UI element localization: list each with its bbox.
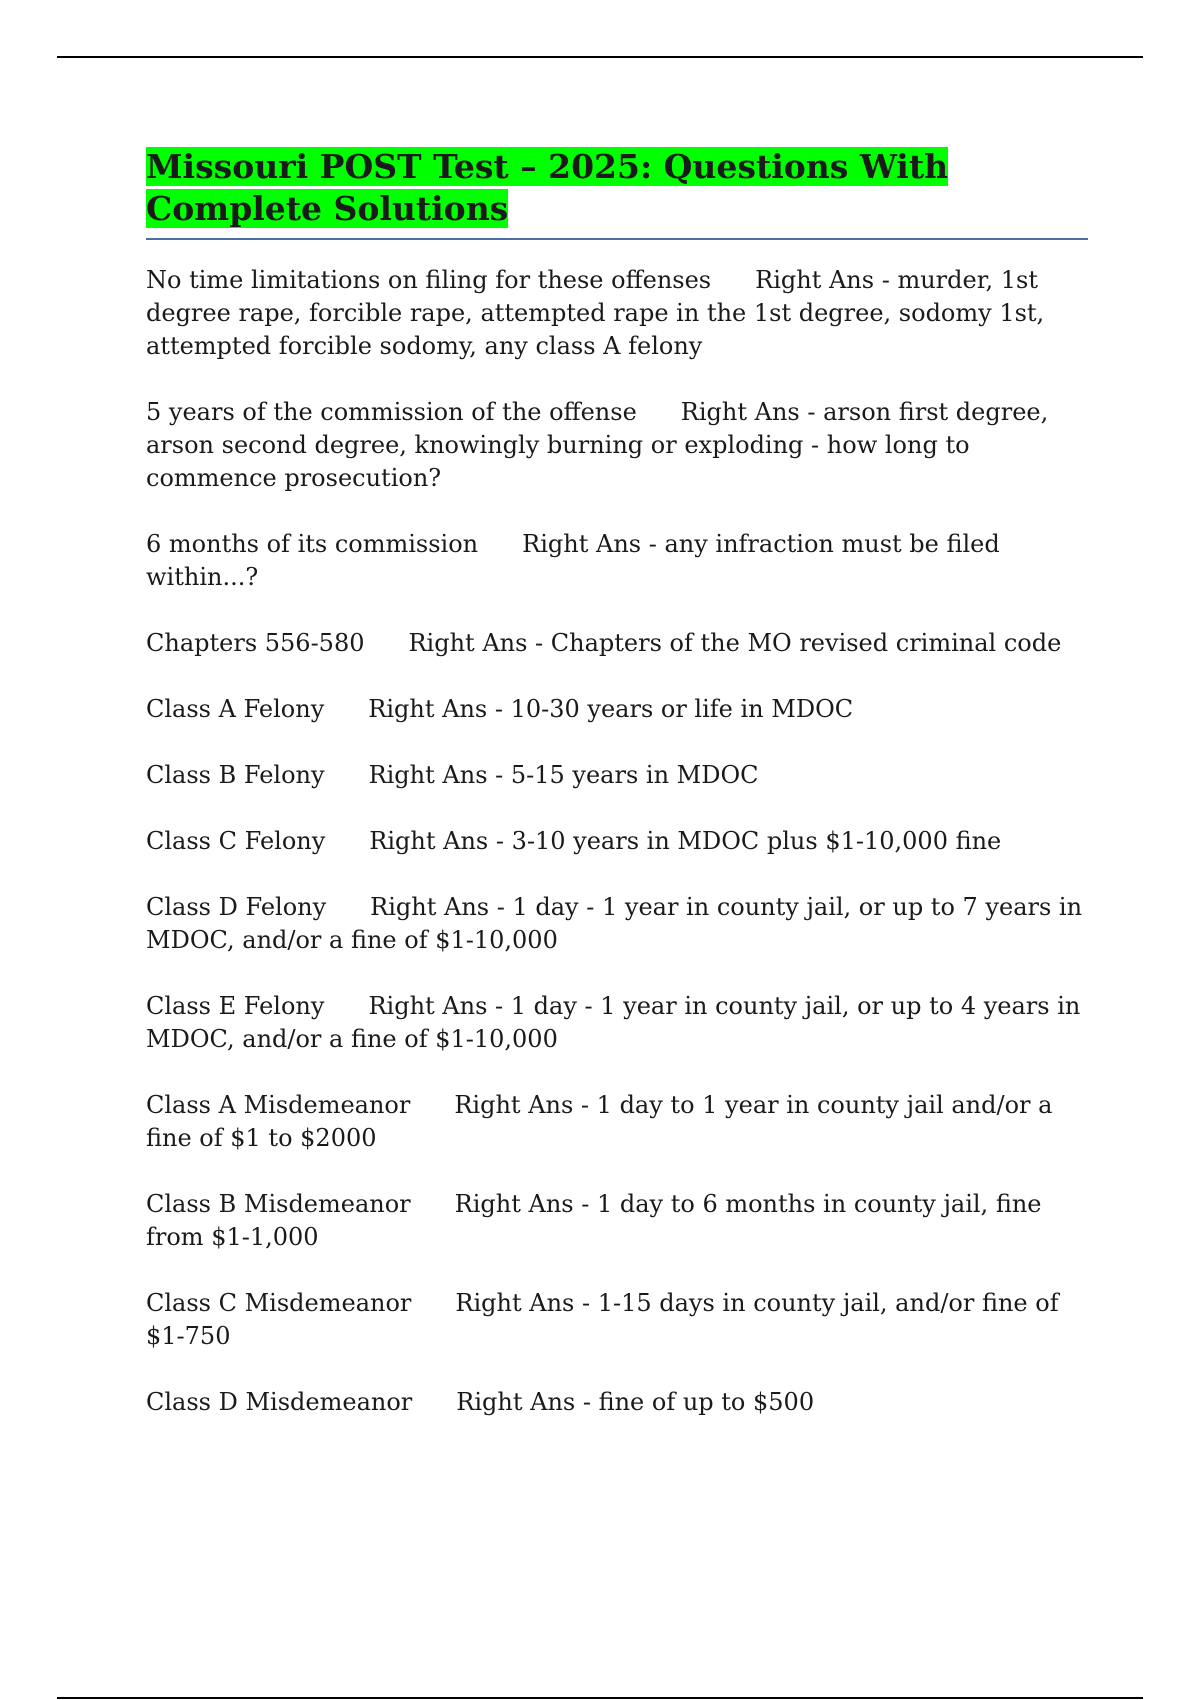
document-title-text: Missouri POST Test – 2025: Questions With Complete Solutions — [146, 147, 949, 228]
qa-answer: Right Ans - 1 day - 1 year in county jail, or up to 4 years in MDOC, and/or a fine of $1-10,000 — [146, 992, 1081, 1053]
qa-question: Chapters 556-580 — [146, 629, 365, 657]
document-body — [146, 146, 1088, 1452]
qa-item — [146, 1287, 1088, 1353]
qa-question: Class C Felony — [146, 827, 326, 855]
qa-question: Class C Misdemeanor — [146, 1289, 412, 1317]
qa-item — [146, 891, 1088, 957]
qa-question: 5 years of the commission of the offense — [146, 398, 637, 426]
qa-answer: Right Ans - 1-15 days in county jail, and/or fine of $1-750 — [146, 1289, 1059, 1350]
qa-item — [146, 1188, 1088, 1254]
qa-answer: Right Ans - arson first degree, arson second degree, knowingly burning or exploding - how long to commence prosecution? — [146, 398, 1049, 492]
qa-item — [146, 693, 1088, 726]
qa-answer: Right Ans - fine of up to $500 — [456, 1388, 815, 1416]
qa-answer: Right Ans - Chapters of the MO revised criminal code — [408, 629, 1062, 657]
qa-answer: Right Ans - 1 day to 6 months in county jail, fine from $1-1,000 — [146, 1190, 1042, 1251]
qa-answer: Right Ans - 5-15 years in MDOC — [368, 761, 759, 789]
qa-item — [146, 1089, 1088, 1155]
qa-answer: Right Ans - 10-30 years or life in MDOC — [368, 695, 854, 723]
document-title — [146, 146, 1088, 230]
qa-item — [146, 1386, 1088, 1419]
qa-item — [146, 396, 1088, 495]
qa-question: Class E Felony — [146, 992, 325, 1020]
qa-question: Class A Misdemeanor — [146, 1091, 411, 1119]
qa-answer: Right Ans - 1 day - 1 year in county jail, or up to 7 years in MDOC, and/or a fine of $1-10,000 — [146, 893, 1083, 954]
qa-answer: Right Ans - 3-10 years in MDOC plus $1-10,000 fine — [369, 827, 1002, 855]
qa-question: Class B Felony — [146, 761, 325, 789]
qa-answer: Right Ans - murder, 1st degree rape, forcible rape, attempted rape in the 1st degree, sodomy 1st, attempted forcible sodomy, any class A felony — [146, 266, 1045, 360]
qa-item — [146, 264, 1088, 363]
qa-item — [146, 528, 1088, 594]
page-header-rule — [57, 56, 1143, 58]
qa-question: Class B Misdemeanor — [146, 1190, 411, 1218]
qa-question: No time limitations on filing for these offenses — [146, 266, 712, 294]
qa-item — [146, 990, 1088, 1056]
qa-question: Class D Misdemeanor — [146, 1388, 413, 1416]
qa-answer: Right Ans - any infraction must be filed within...? — [146, 530, 1000, 591]
page-footer-rule — [57, 1697, 1143, 1699]
qa-question: Class A Felony — [146, 695, 325, 723]
qa-item — [146, 627, 1088, 660]
qa-list — [146, 264, 1088, 1419]
qa-item — [146, 825, 1088, 858]
title-block — [146, 146, 1088, 240]
qa-answer: Right Ans - 1 day to 1 year in county jail and/or a fine of $1 to $2000 — [146, 1091, 1053, 1152]
qa-question: Class D Felony — [146, 893, 327, 921]
qa-question: 6 months of its commission — [146, 530, 479, 558]
qa-item — [146, 759, 1088, 792]
